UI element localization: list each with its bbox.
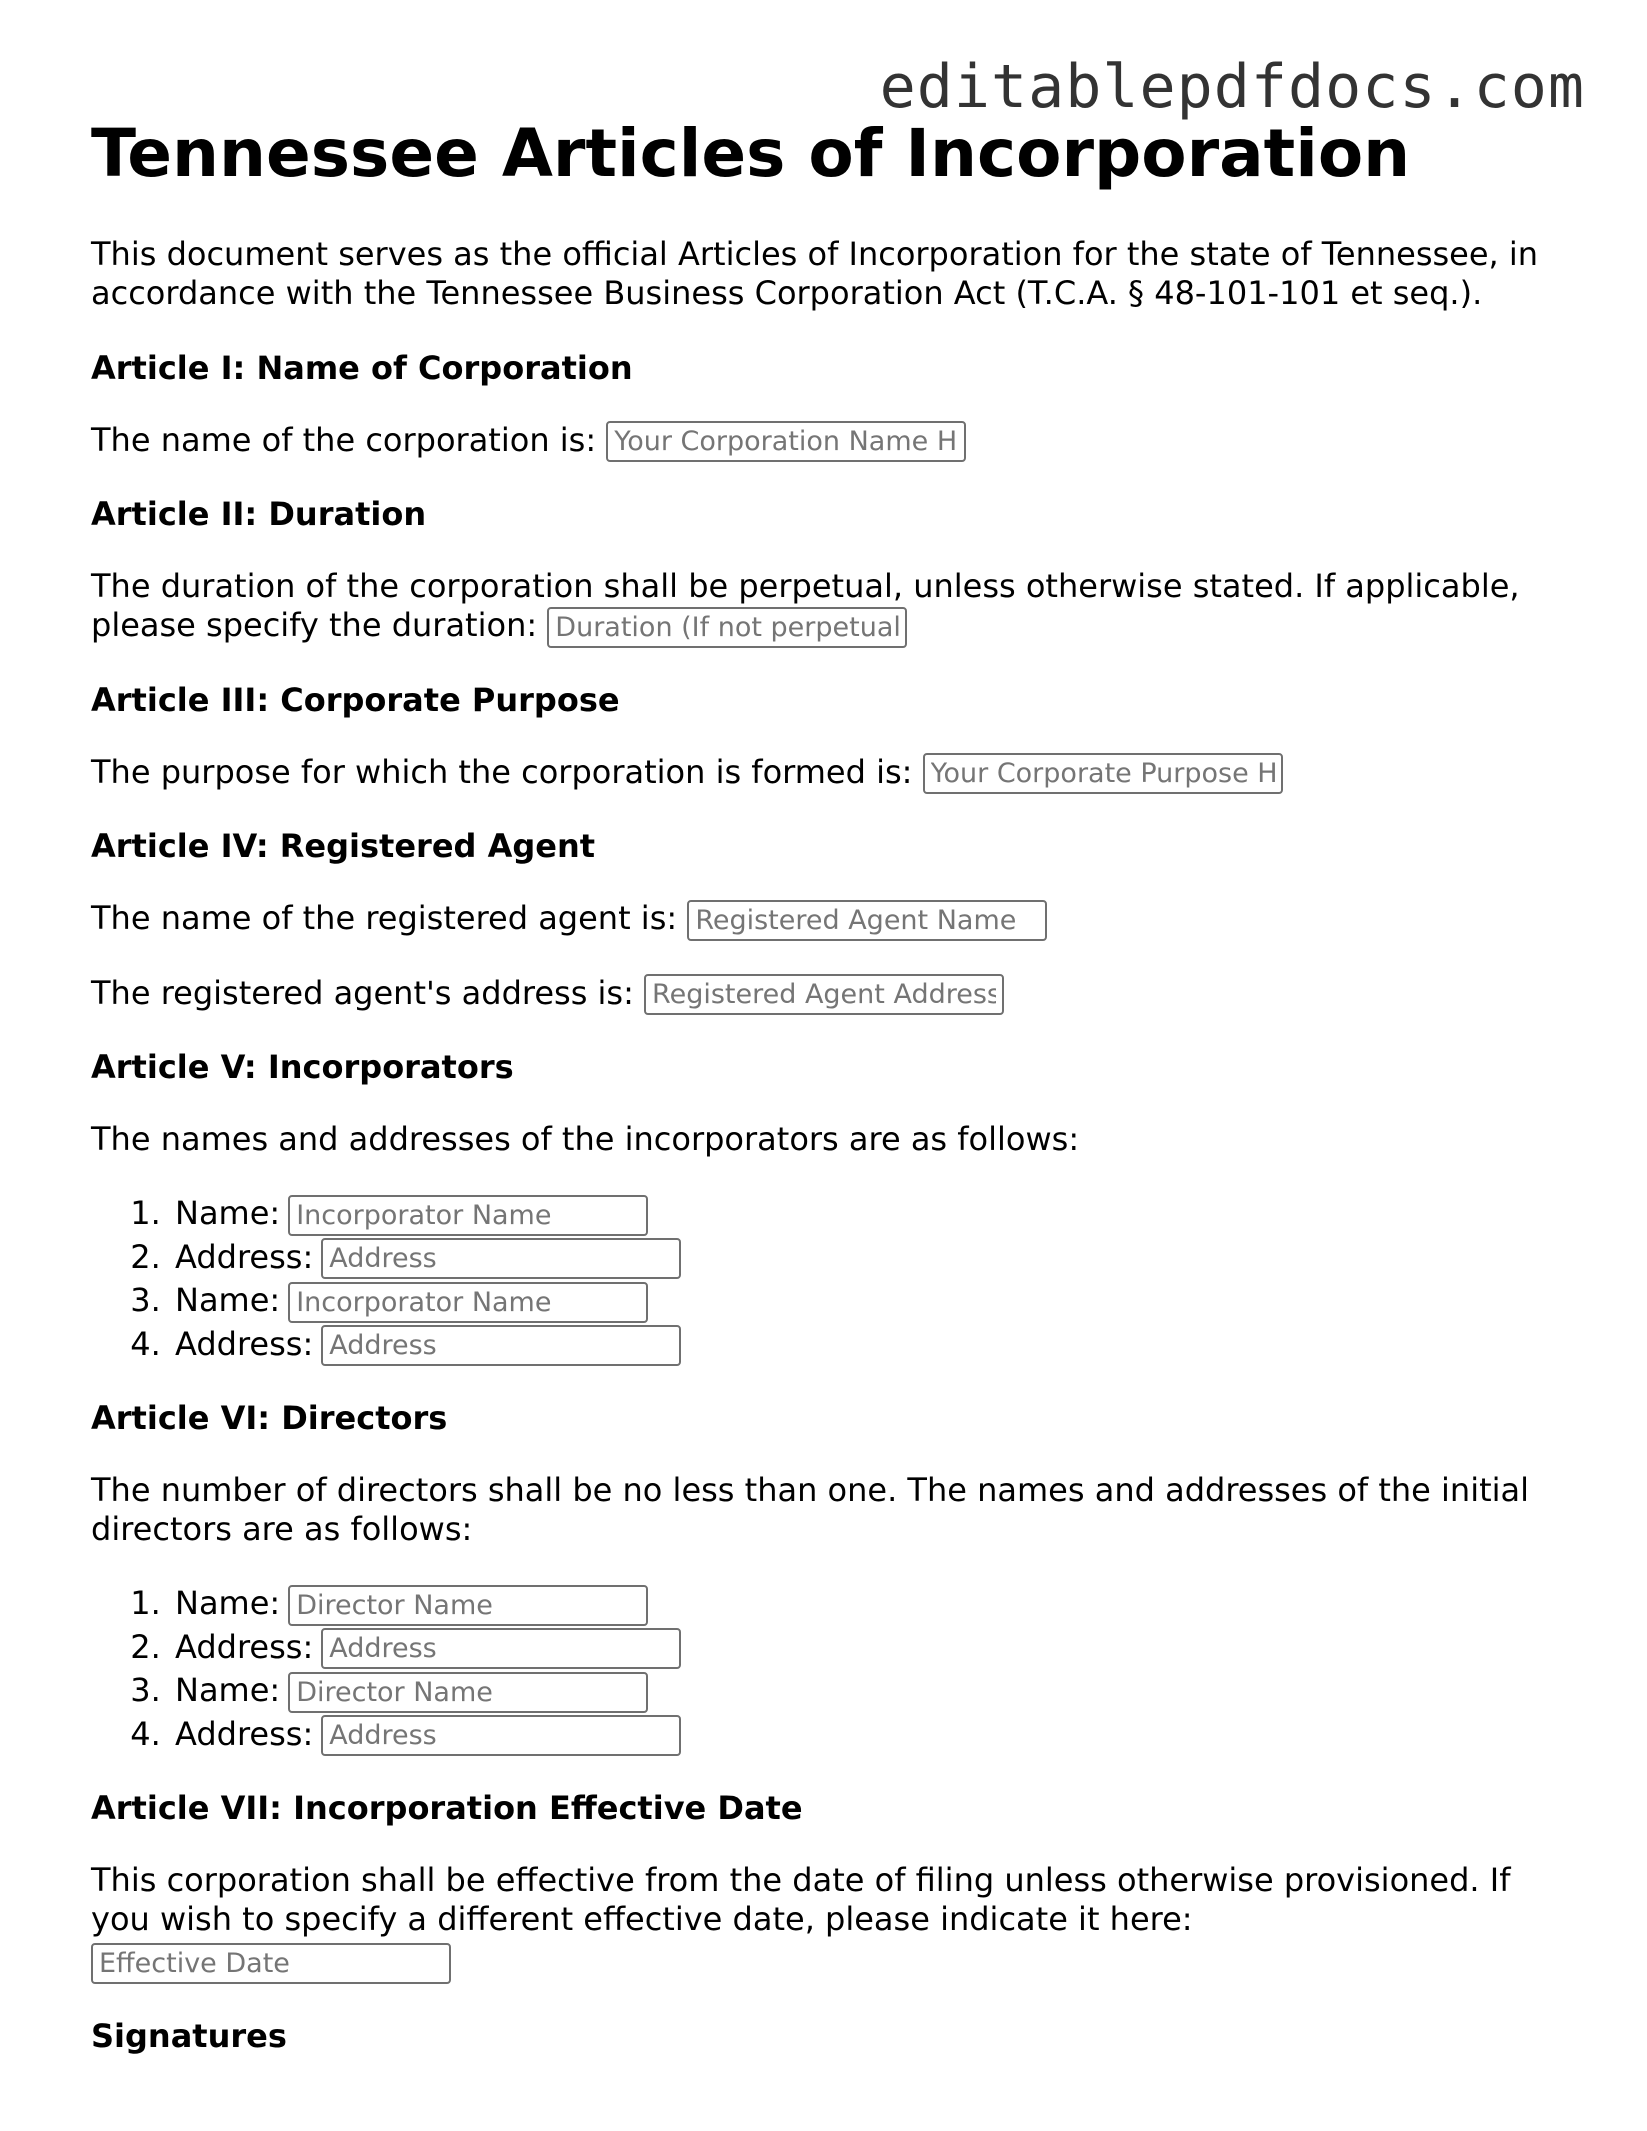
article-1-paragraph (91, 421, 1571, 463)
registered-agent-name-input[interactable] (687, 900, 1047, 941)
director-1-address-label: Address: (175, 1627, 314, 1666)
article-3-paragraph (91, 753, 1571, 795)
duration-input[interactable] (547, 607, 907, 648)
article-6-text: The number of directors shall be no less than one. The names and addresses of the initial directors are as follows: (91, 1471, 1530, 1549)
director-2-address-label: Address: (175, 1714, 314, 1753)
article-7-heading: Article VII: Incorporation Effective Date (91, 1789, 803, 1828)
watermark: editablepdfdocs.com (879, 52, 1585, 122)
director-2-name-label: Name: (175, 1671, 281, 1710)
intro-paragraph: This document serves as the official Articles of Incorporation for the state of Tennessee, in accordance with the Tennessee Business Corporation Act (T.C.A. § 48-101-101 et seq.). (91, 234, 1539, 312)
article-3-text: The purpose for which the corporation is formed is: (91, 752, 913, 791)
incorporators-list (91, 1192, 1571, 1366)
article-4-heading: Article IV: Registered Agent (91, 827, 596, 866)
incorporator-1-name-input[interactable] (288, 1195, 648, 1236)
director-2-name-input[interactable] (288, 1672, 648, 1713)
incorporator-1-address-input[interactable] (321, 1238, 681, 1279)
effective-date-input[interactable] (91, 1943, 451, 1984)
incorporator-2-address-label: Address: (175, 1324, 314, 1363)
list-item (171, 1582, 1571, 1626)
incorporator-1-address-label: Address: (175, 1237, 314, 1276)
article-2-heading: Article II: Duration (91, 495, 427, 534)
list-item (171, 1713, 1571, 1757)
list-item (171, 1626, 1571, 1670)
corporate-purpose-input[interactable] (923, 753, 1283, 794)
article-1-heading: Article I: Name of Corporation (91, 348, 633, 387)
article-2-paragraph (91, 567, 1571, 648)
director-2-address-input[interactable] (321, 1715, 681, 1756)
article-2-text: The duration of the corporation shall be perpetual, unless otherwise stated. If applicable, please specify the duration: (91, 567, 1520, 645)
article-7-text: This corporation shall be effective from the date of filing unless otherwise provisioned. If you wish to specify a different effective date, please indicate it here: (91, 1861, 1511, 1939)
article-6-heading: Article VI: Directors (91, 1399, 448, 1438)
list-item (171, 1192, 1571, 1236)
corporation-name-input[interactable] (606, 421, 966, 462)
directors-list (91, 1582, 1571, 1756)
page-title: Tennessee Articles of Incorporation (91, 115, 1411, 192)
director-1-name-label: Name: (175, 1584, 281, 1623)
registered-agent-name-text: The name of the registered agent is: (91, 899, 678, 938)
article-3-heading: Article III: Corporate Purpose (91, 680, 620, 719)
registered-agent-address-text: The registered agent's address is: (91, 973, 634, 1012)
director-1-name-input[interactable] (288, 1585, 648, 1626)
registered-agent-address-input[interactable] (644, 974, 1004, 1015)
list-item (171, 1236, 1571, 1280)
article-4-address-paragraph (91, 974, 1571, 1016)
incorporator-2-name-input[interactable] (288, 1282, 648, 1323)
incorporator-1-name-label: Name: (175, 1194, 281, 1233)
director-1-address-input[interactable] (321, 1628, 681, 1669)
incorporator-2-name-label: Name: (175, 1281, 281, 1320)
signatures-heading: Signatures (91, 2017, 287, 2056)
article-5-text: The names and addresses of the incorporators are as follows: (91, 1120, 1080, 1159)
list-item (171, 1323, 1571, 1367)
incorporator-2-address-input[interactable] (321, 1325, 681, 1366)
article-4-name-paragraph (91, 899, 1571, 941)
article-5-heading: Article V: Incorporators (91, 1048, 514, 1087)
list-item (171, 1279, 1571, 1323)
document-page (91, 115, 1571, 2089)
article-7-paragraph (91, 1861, 1571, 1984)
article-1-text: The name of the corporation is: (91, 420, 597, 459)
list-item (171, 1669, 1571, 1713)
